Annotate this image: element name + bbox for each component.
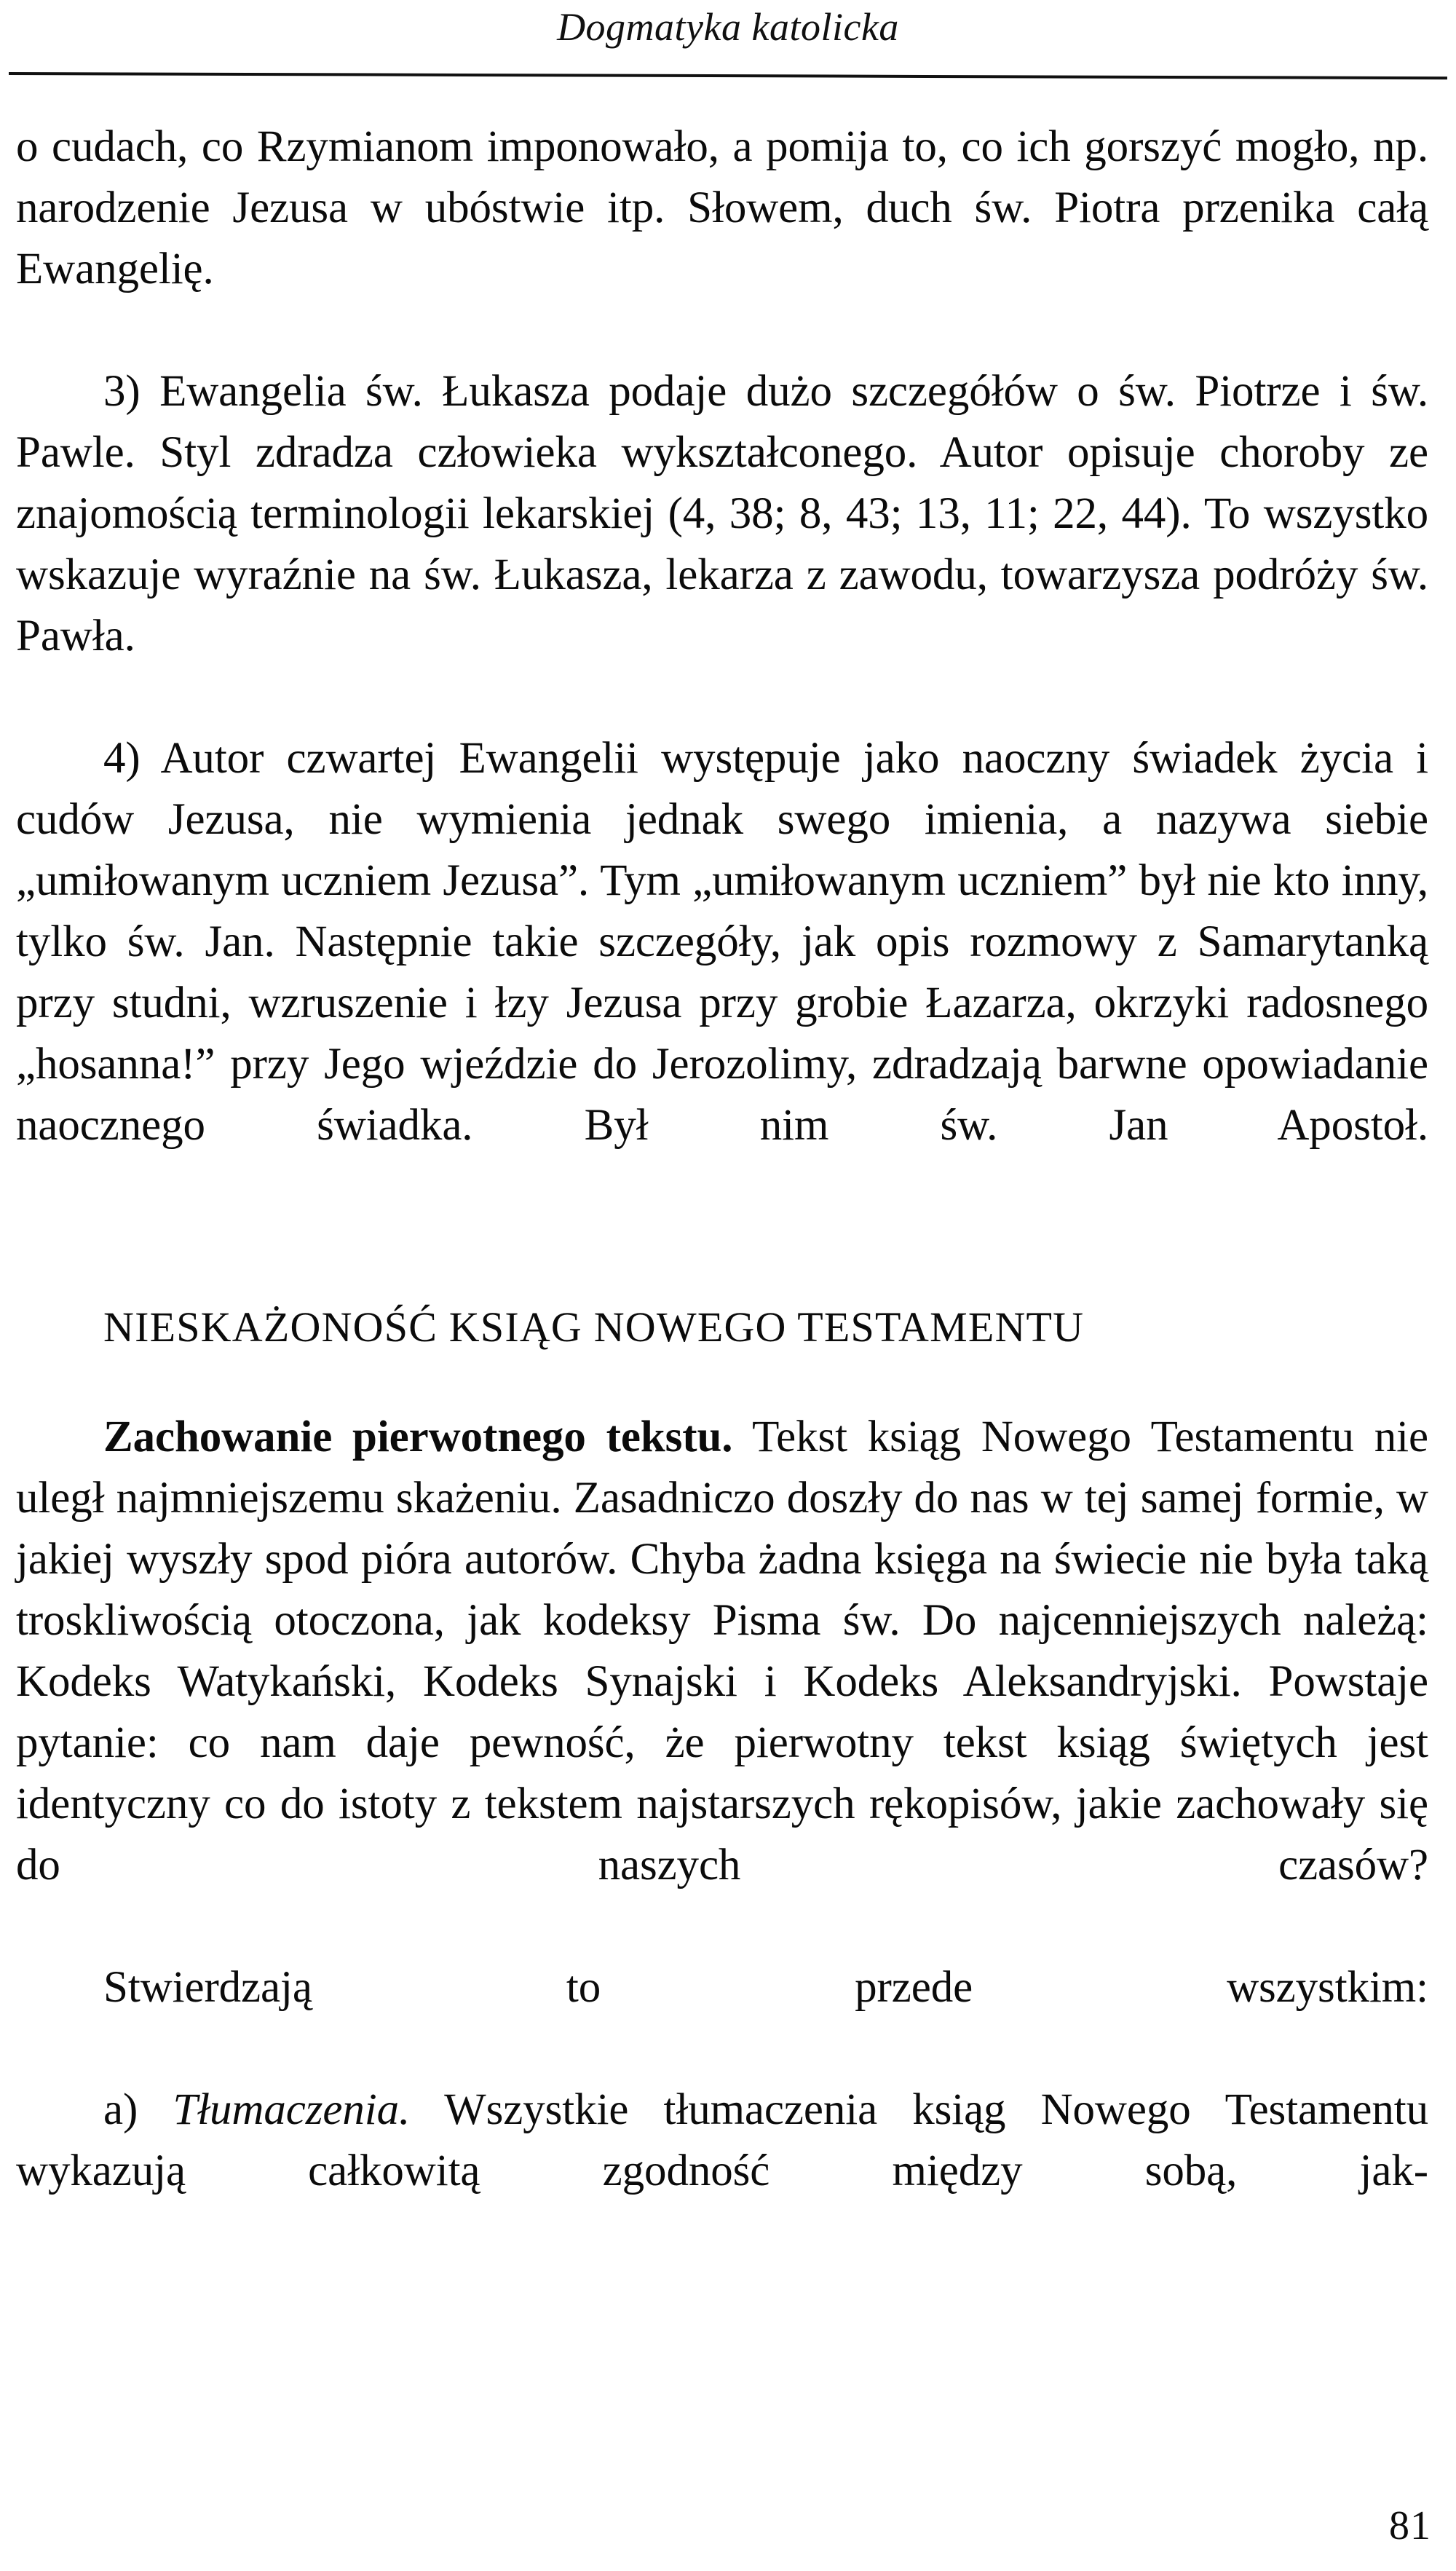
- section-heading: NIESKAŻONOŚĆ KSIĄG NOWEGO TESTAMENTU: [103, 1303, 1085, 1351]
- paragraph-point-4: 4) Autor czwartej Ewangelii występuje jako naoczny świadek życia i cudów Jezusa, nie wymienia jednak swego imienia, a nazywa siebie „umiłowanym uczniem Jezusa”. Tym „umiłowanym uczniem” był nie kto inny, tylko św. Jan. Następnie takie szczegóły, jak opis rozmowy z Samarytanką przy studni, wzruszenie i łzy Jezusa przy grobie Łazarza, okrzyki radosnego „hosanna!” przy Jego wjeździe do Jerozolimy, zdradzają barwne opowiadanie naocznego świadka. Był nim św. Jan Apostoł.: [16, 734, 1428, 1150]
- running-head: Dogmatyka katolicka: [557, 5, 899, 49]
- item-rest: Wszystkie tłumaczenia ksiąg Nowego Testamentu wykazują całkowitą zgodność między sobą, jak-: [16, 2085, 1428, 2195]
- lead-bold-run: Zachowanie pierwotnego tekstu.: [103, 1413, 733, 1461]
- column-end-spacer: [16, 2263, 1428, 2269]
- spacer-after-heading: [16, 1359, 1428, 1407]
- paragraph-zachowanie: [16, 1407, 1428, 1957]
- spacer-before-heading: [16, 1217, 1428, 1296]
- text-column: [16, 116, 1428, 2269]
- paragraph-item-a: [16, 2080, 1428, 2263]
- page-number: 81: [1389, 2503, 1431, 2548]
- lead-rest-run: Tekst ksiąg Nowego Testamentu nie uległ najmniejszemu skażeniu. Zasadniczo doszły do nas w tej samej formie, w jakiej wyszły spod pióra autorów. Chyba żadna księga na świecie nie była taką troskliwością otoczona, jak kodeksy Pisma św. Do najcenniejszych należą: Kodeks Watykański, Kodeks Synajski i Kodeks Aleksandryjski. Powstaje pytanie: co nam daje pewność, że pierwotny tekst ksiąg świętych jest identyczny co do istoty z tekstem najstarszych rękopisów, jakie zachowały się do naszych czasów?: [16, 1413, 1428, 1889]
- paragraph-point-3: 3) Ewangelia św. Łukasza podaje dużo szczegółów o św. Piotrze i św. Pawle. Styl zdradza człowieka wykształconego. Autor opisuje choroby ze znajomością terminologii lekarskiej (4, 38; 8, 43; 13, 11; 22, 44). To wszystko wskazuje wyraźnie na św. Łukasza, lekarza z zawodu, towarzysza podróży św. Pawła.: [16, 367, 1428, 660]
- paragraph-stwierdzaja: Stwierdzają to przede wszystkim:: [103, 1963, 1428, 2012]
- paragraph-continuation: o cudach, co Rzymianom imponowało, a pomija to, co ich gorszyć mogło, np. narodzenie Jezusa w ubóstwie itp. Słowem, duch św. Piotra przenika całą Ewangelię.: [16, 122, 1428, 293]
- item-italic-term: Tłumaczenia.: [173, 2085, 411, 2134]
- header-rule: [9, 72, 1447, 79]
- item-marker: a): [103, 2085, 173, 2134]
